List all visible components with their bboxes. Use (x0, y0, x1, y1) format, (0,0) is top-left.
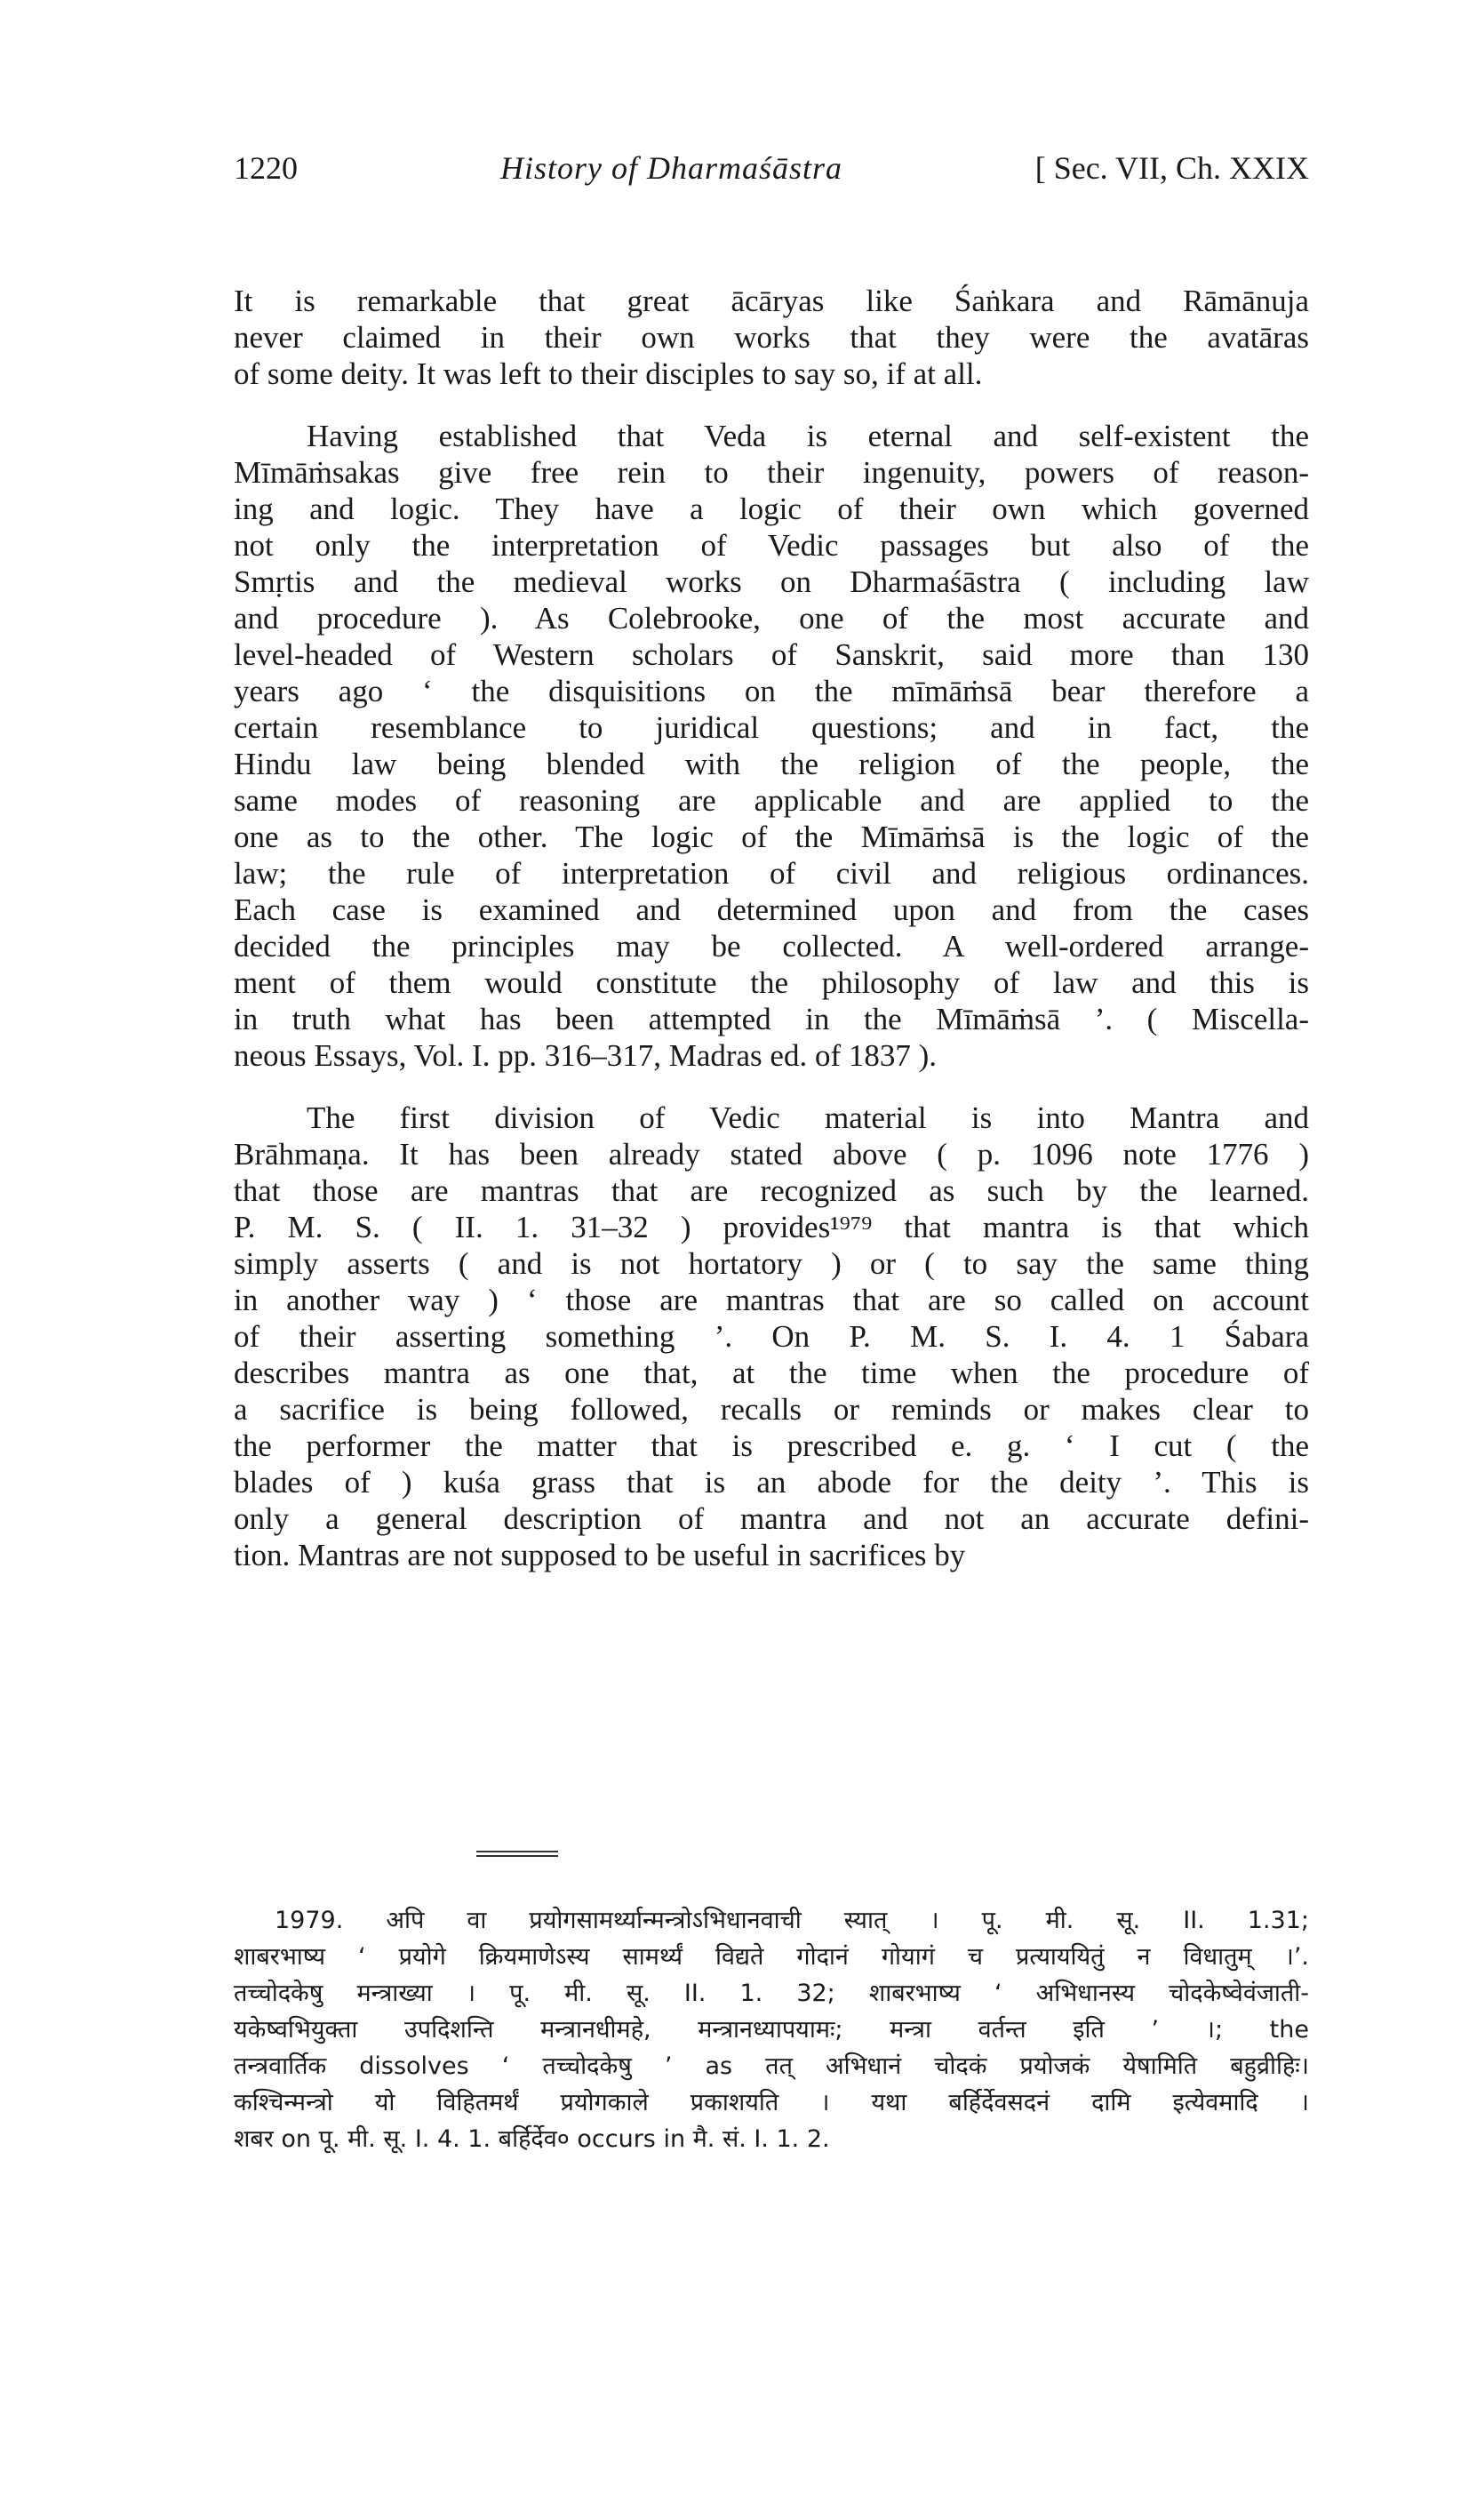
text-line: ment of them would constitute the philosophy of law and this is (234, 965, 1309, 1000)
footnote-line: शबर on पू. मी. सू. I. 4. 1. बर्हिर्देव० occurs in मै. सं. I. 1. 2. (234, 2125, 830, 2153)
text-line: in truth what has been attempted in the Mīmāṁsā ’. ( Miscella- (234, 1002, 1309, 1036)
text-line: same modes of reasoning are applicable and are applied to the (234, 783, 1309, 818)
footnote-line: शाबरभाष्य ‘ प्रयोगे क्रियमाणेऽस्य सामर्थ्यं विद्यते गोदानं गोयागं च प्रत्याययितुं न विधातुम् ।’. (234, 1943, 1309, 1971)
footnote-line: 1979. अपि वा प्रयोगसामर्थ्यान्मन्त्रोऽभिधानवाची स्यात् । पू. मी. सू. II. 1.31; (275, 1907, 1309, 1934)
paragraph (234, 283, 1309, 392)
footnote-line: तन्त्रवार्तिक dissolves ‘ तच्चोदकेषु ’ as तत् अभिधानं चोदकं प्रयोजकं येषामिति बहुव्रीहिः। (234, 2052, 1309, 2080)
text-line: P. M. S. ( II. 1. 31–32 ) provides¹⁹⁷⁹ that mantra is that which (234, 1210, 1309, 1244)
book-title: History of Dharmaśāstra (500, 150, 843, 186)
text-line: It is remarkable that great ācāryas like Śaṅkara and Rāmānuja (234, 284, 1309, 318)
text-line: the performer the matter that is prescribed e. g. ‘ I cut ( the (234, 1428, 1309, 1463)
text-line: ing and logic. They have a logic of their own which governed (234, 492, 1309, 526)
text-line: law; the rule of interpretation of civil and religious ordinances. (234, 856, 1309, 891)
footnote-divider (476, 1851, 558, 1857)
text-line: simply asserts ( and is not hortatory ) or ( to say the same thing (234, 1246, 1309, 1281)
text-line: Hindu law being blended with the religion of the people, the (234, 747, 1309, 781)
footnote (234, 1902, 1309, 2157)
paragraph (234, 418, 1309, 1074)
text-line: Smṛtis and the medieval works on Dharmaśāstra ( including law (234, 564, 1309, 599)
footnote-line: यकेष्वभियुक्ता उपदिशन्ति मन्त्रानधीमहे, मन्त्रानध्यापयामः; मन्त्रा वर्तन्त इति ’ ।; the (234, 2016, 1309, 2044)
text-line: of their asserting something ’. On P. M. S. I. 4. 1 Śabara (234, 1319, 1309, 1354)
text-line: Mīmāṁsakas give free rein to their ingenuity, powers of reason- (234, 455, 1309, 490)
text-line: neous Essays, Vol. I. pp. 316–317, Madras ed. of 1837 ). (234, 1038, 938, 1073)
body-text (234, 283, 1309, 1599)
footnote-line: कश्चिन्मन्त्रो यो विहितमर्थं प्रयोगकाले प्रकाशयति । यथा बर्हिर्देवसदनं दामि इत्येवमादि । (234, 2089, 1309, 2116)
paragraph (234, 1100, 1309, 1573)
footnote-line: तच्चोदकेषु मन्त्राख्या । पू. मी. सू. II. 1. 32; शाबरभाष्य ‘ अभिधानस्य चोदकेष्वेवंजाती- (234, 1980, 1309, 2007)
text-line: years ago ‘ the disquisitions on the mīmāṁsā bear therefore a (234, 674, 1309, 708)
text-line: The first division of Vedic material is into Mantra and (307, 1100, 1309, 1135)
text-line: describes mantra as one that, at the time when the procedure of (234, 1356, 1309, 1390)
text-line: Having established that Veda is eternal and self-existent the (307, 419, 1309, 453)
text-line: blades of ) kuśa grass that is an abode for the deity ’. This is (234, 1465, 1309, 1500)
section-label: [ Sec. VII, Ch. XXIX (1034, 150, 1309, 186)
text-line: not only the interpretation of Vedic passages but also of the (234, 528, 1309, 563)
text-line: never claimed in their own works that they were the avatāras (234, 320, 1309, 355)
text-line: in another way ) ‘ those are mantras that are so called on account (234, 1283, 1309, 1317)
page-number: 1220 (234, 150, 298, 186)
text-line: decided the principles may be collected. A well-ordered arrange- (234, 929, 1309, 964)
text-line: level-headed of Western scholars of Sanskrit, said more than 130 (234, 637, 1309, 672)
text-line: Each case is examined and determined upon and from the cases (234, 892, 1309, 927)
text-line: Brāhmaṇa. It has been already stated above ( p. 1096 note 1776 ) (234, 1137, 1309, 1172)
text-line: certain resemblance to juridical questions; and in fact, the (234, 710, 1309, 745)
text-line: and procedure ). As Colebrooke, one of the most accurate and (234, 601, 1309, 636)
text-line: one as to the other. The logic of the Mīmāṁsā is the logic of the (234, 820, 1309, 854)
text-line: that those are mantras that are recognized as such by the learned. (234, 1173, 1309, 1208)
text-line: tion. Mantras are not supposed to be useful in sacrifices by (234, 1538, 966, 1572)
running-header (234, 149, 1309, 194)
text-line: a sacrifice is being followed, recalls or reminds or makes clear to (234, 1392, 1309, 1427)
text-line: of some deity. It was left to their disciples to say so, if at all. (234, 356, 983, 391)
text-line: only a general description of mantra and not an accurate defini- (234, 1501, 1309, 1536)
